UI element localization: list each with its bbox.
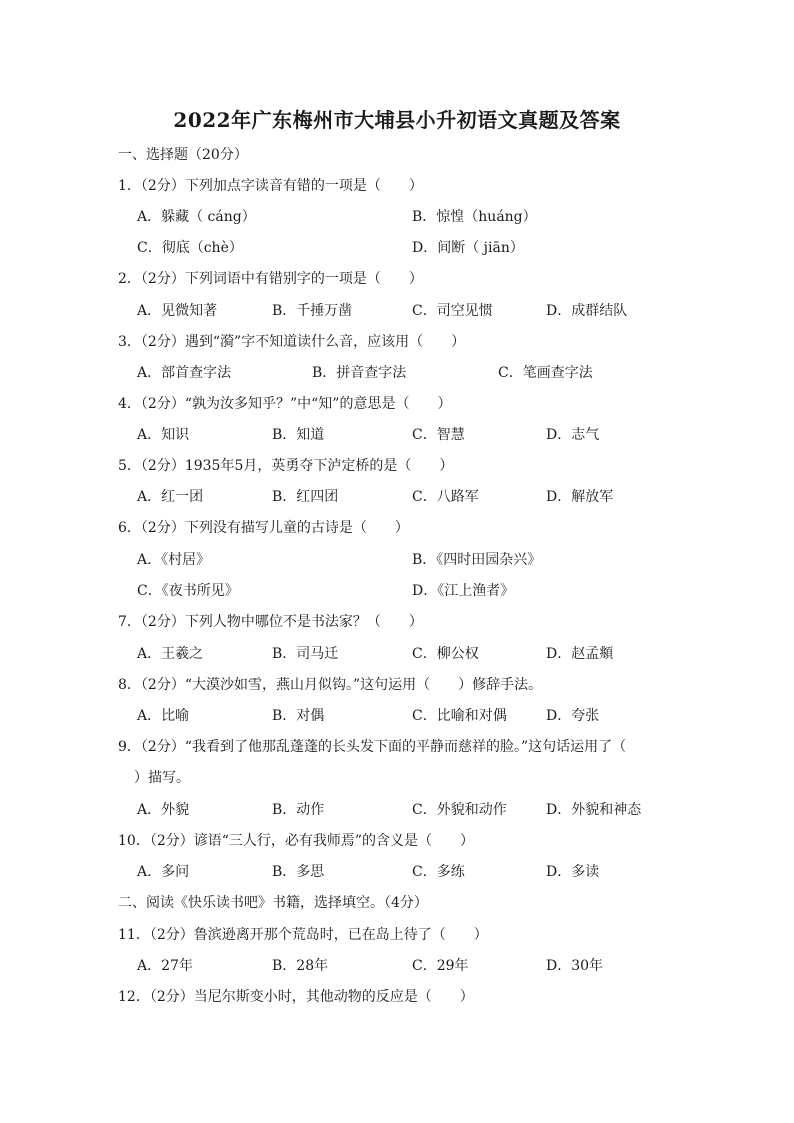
option-b: B．司马迁	[272, 646, 339, 662]
option-c: C．外貌和动作	[412, 802, 507, 818]
question-stem: 2．（2分）下列词语中有错别字的一项是（ ）	[118, 271, 423, 287]
option-d: D．《江上渔者》	[412, 583, 515, 599]
question-stem: 6．（2分）下列没有描写儿童的古诗是（ ）	[118, 520, 409, 536]
question-stem-continued: ）描写。	[134, 770, 190, 786]
option-b: B．拼音查字法	[312, 365, 407, 381]
option-d: D．夸张	[546, 708, 600, 724]
option-d: D．多读	[546, 864, 600, 880]
option-c: C．笔画查字法	[498, 365, 593, 381]
option-c: C．《夜书所见》	[137, 583, 239, 599]
question-stem: 7．（2分）下列人物中哪位不是书法家？（ ）	[118, 614, 423, 630]
question-stem: 8．（2分）“大漠沙如雪，燕山月似钩。”这句运用（ ）修辞手法。	[118, 677, 543, 693]
option-d: D．赵孟頫	[546, 646, 614, 662]
option-b: B．28年	[272, 958, 329, 974]
question-stem: 9．（2分）“我看到了他那乱蓬蓬的长头发下面的平静而慈祥的脸。”这句话运用了（	[118, 739, 627, 755]
option-b: B．对偶	[272, 708, 325, 724]
option-a: A．外貌	[137, 802, 190, 818]
option-c: C．彻底（chè）	[137, 240, 243, 256]
option-c: C．司空见惯	[412, 303, 493, 319]
question-stem: 3．（2分）遇到“漪”字不知道读什么音，应该用（ ）	[118, 334, 466, 350]
option-b: B．知道	[272, 427, 325, 443]
option-b: B．红四团	[272, 489, 339, 505]
option-a: A．知识	[137, 427, 190, 443]
option-d: D．解放军	[546, 489, 614, 505]
option-c: C．柳公权	[412, 646, 479, 662]
option-b: B．千捶万凿	[272, 303, 353, 319]
option-a: A．比喻	[137, 708, 190, 724]
option-a: A．见微知著	[137, 303, 218, 319]
option-a: A．27年	[137, 958, 193, 974]
option-b: B．动作	[272, 802, 325, 818]
option-a: A．红一团	[137, 489, 204, 505]
question-stem: 10．（2分）谚语“三人行，必有我师焉”的含义是（ ）	[118, 833, 475, 849]
question-stem: 5．（2分）1935年5月，英勇夺下泸定桥的是（ ）	[118, 458, 454, 474]
option-b: B．惊惶（huáng）	[412, 209, 537, 225]
option-a: A．王羲之	[137, 646, 204, 662]
option-a: A．部首查字法	[137, 365, 232, 381]
option-c: C．八路军	[412, 489, 479, 505]
option-d: D．外貌和神态	[546, 802, 642, 818]
page-title: 2022年广东梅州市大埔县小升初语文真题及答案	[173, 108, 621, 132]
section-heading: 一、选择题（20分）	[118, 147, 248, 163]
option-d: D．志气	[546, 427, 600, 443]
option-d: D．间断（ jiān）	[412, 240, 524, 256]
option-c: C．多练	[412, 864, 465, 880]
option-b: B．多思	[272, 864, 325, 880]
question-stem: 4．（2分）“孰为汝多知乎？”中“知”的意思是（ ）	[118, 396, 452, 412]
option-a: A．躲藏（ cáng）	[137, 209, 256, 225]
option-d: D．30年	[546, 958, 604, 974]
question-stem: 12．（2分）当尼尔斯变小时，其他动物的反应是（ ）	[118, 989, 474, 1005]
option-b: B．《四时田园杂兴》	[412, 552, 542, 568]
option-c: C．智慧	[412, 427, 465, 443]
section-heading: 二、阅读《快乐读书吧》书籍，选择填空。（4分）	[118, 895, 428, 911]
question-stem: 11．（2分）鲁滨逊离开那个荒岛时，已在岛上待了（ ）	[118, 927, 488, 943]
question-stem: 1．（2分）下列加点字读音有错的一项是（ ）	[118, 178, 423, 194]
option-c: C．比喻和对偶	[412, 708, 507, 724]
option-a: A．《村居》	[137, 552, 211, 568]
option-a: A．多问	[137, 864, 190, 880]
option-c: C．29年	[412, 958, 469, 974]
option-d: D．成群结队	[546, 303, 628, 319]
